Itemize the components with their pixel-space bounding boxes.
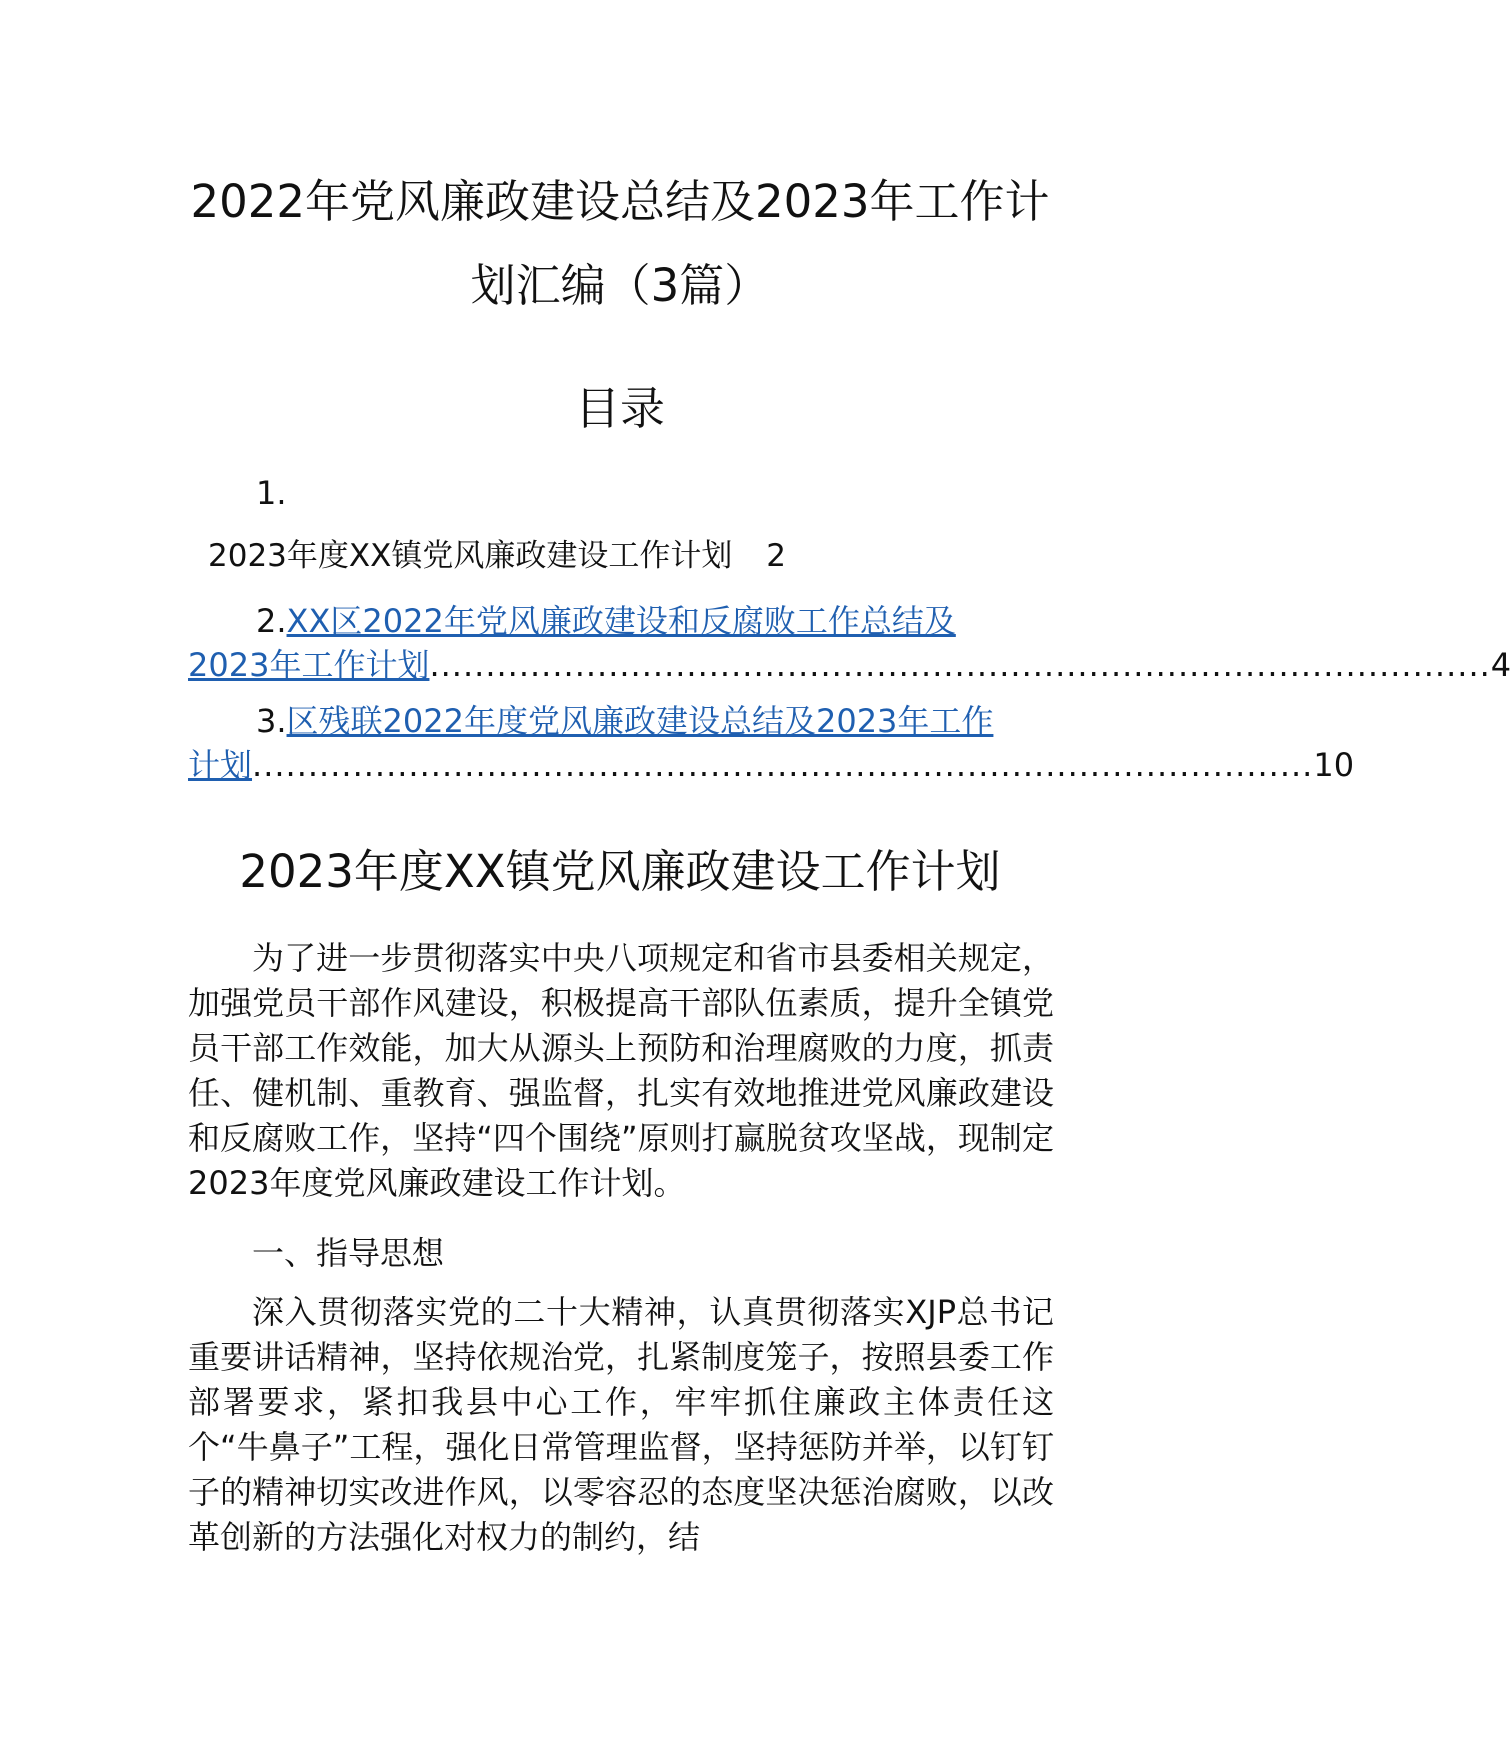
toc-entry-3-number: 3. bbox=[256, 702, 287, 740]
toc-entry-3-link-cont[interactable]: 计划 bbox=[188, 746, 253, 784]
toc-entry-1-page: 2 bbox=[766, 538, 786, 574]
section-title: 2023年度XX镇党风廉政建设工作计划 bbox=[239, 845, 1001, 898]
toc-entry-2[interactable] bbox=[188, 599, 1511, 687]
toc-entry-2-link[interactable]: XX区2022年党风廉政建设和反腐败工作总结及 bbox=[286, 602, 956, 640]
toc-entry-3[interactable] bbox=[188, 699, 1355, 787]
toc-leader-dots: ............................................................................................... bbox=[252, 746, 1314, 784]
toc-entry-1[interactable] bbox=[188, 521, 1054, 591]
table-of-contents bbox=[188, 465, 1511, 787]
toc-entry-2-page: 4 bbox=[1490, 646, 1511, 684]
toc-entry-2-number: 2. bbox=[256, 602, 287, 640]
section-heading-guiding-thought: 一、指导思想 bbox=[252, 1234, 445, 1272]
toc-entry-3-page: 10 bbox=[1313, 746, 1355, 784]
document-title-line2: 划汇编（3篇） bbox=[470, 259, 770, 312]
document-title-line1: 2022年党风廉政建设总结及2023年工作计 bbox=[190, 175, 1050, 228]
body-paragraph-1: 为了进一步贯彻落实中央八项规定和省市县委相关规定，加强党员干部作风建设，积极提高干部队伍素质，提升全镇党员干部工作效能，加大从源头上预防和治理腐败的力度，抓责任、健机制、重教育、强监督，扎实有效地推进党风廉政建设和反腐败工作，坚持“四个围绕”原则打赢脱贫攻坚战，现制定2023年度党风廉政建设工作计划。 bbox=[188, 939, 1054, 1202]
toc-leader-dots: ............................................................................................... bbox=[429, 646, 1491, 684]
toc-entry-1-title[interactable]: 2023年度XX镇党风廉政建设工作计划 bbox=[208, 538, 733, 574]
body-paragraph-2: 深入贯彻落实党的二十大精神，认真贯彻落实XJP总书记重要讲话精神，坚持依规治党，扎紧制度笼子，按照县委工作部署要求，紧扣我县中心工作，牢牢抓住廉政主体责任这个“牛鼻子”工程，强化日常管理监督，坚持惩防并举，以钉钉子的精神切实改进作风，以零容忍的态度坚决惩治腐败，以改革创新的方法强化对权力的制约，结 bbox=[188, 1293, 1054, 1556]
toc-entry-2-link-cont[interactable]: 2023年工作计划 bbox=[188, 646, 430, 684]
toc-entry-1-number: 1. bbox=[256, 474, 287, 512]
toc-heading: 目录 bbox=[574, 382, 665, 435]
document-title bbox=[150, 160, 1090, 328]
toc-entry-3-link[interactable]: 区残联2022年度党风廉政建设总结及2023年工作 bbox=[286, 702, 994, 740]
